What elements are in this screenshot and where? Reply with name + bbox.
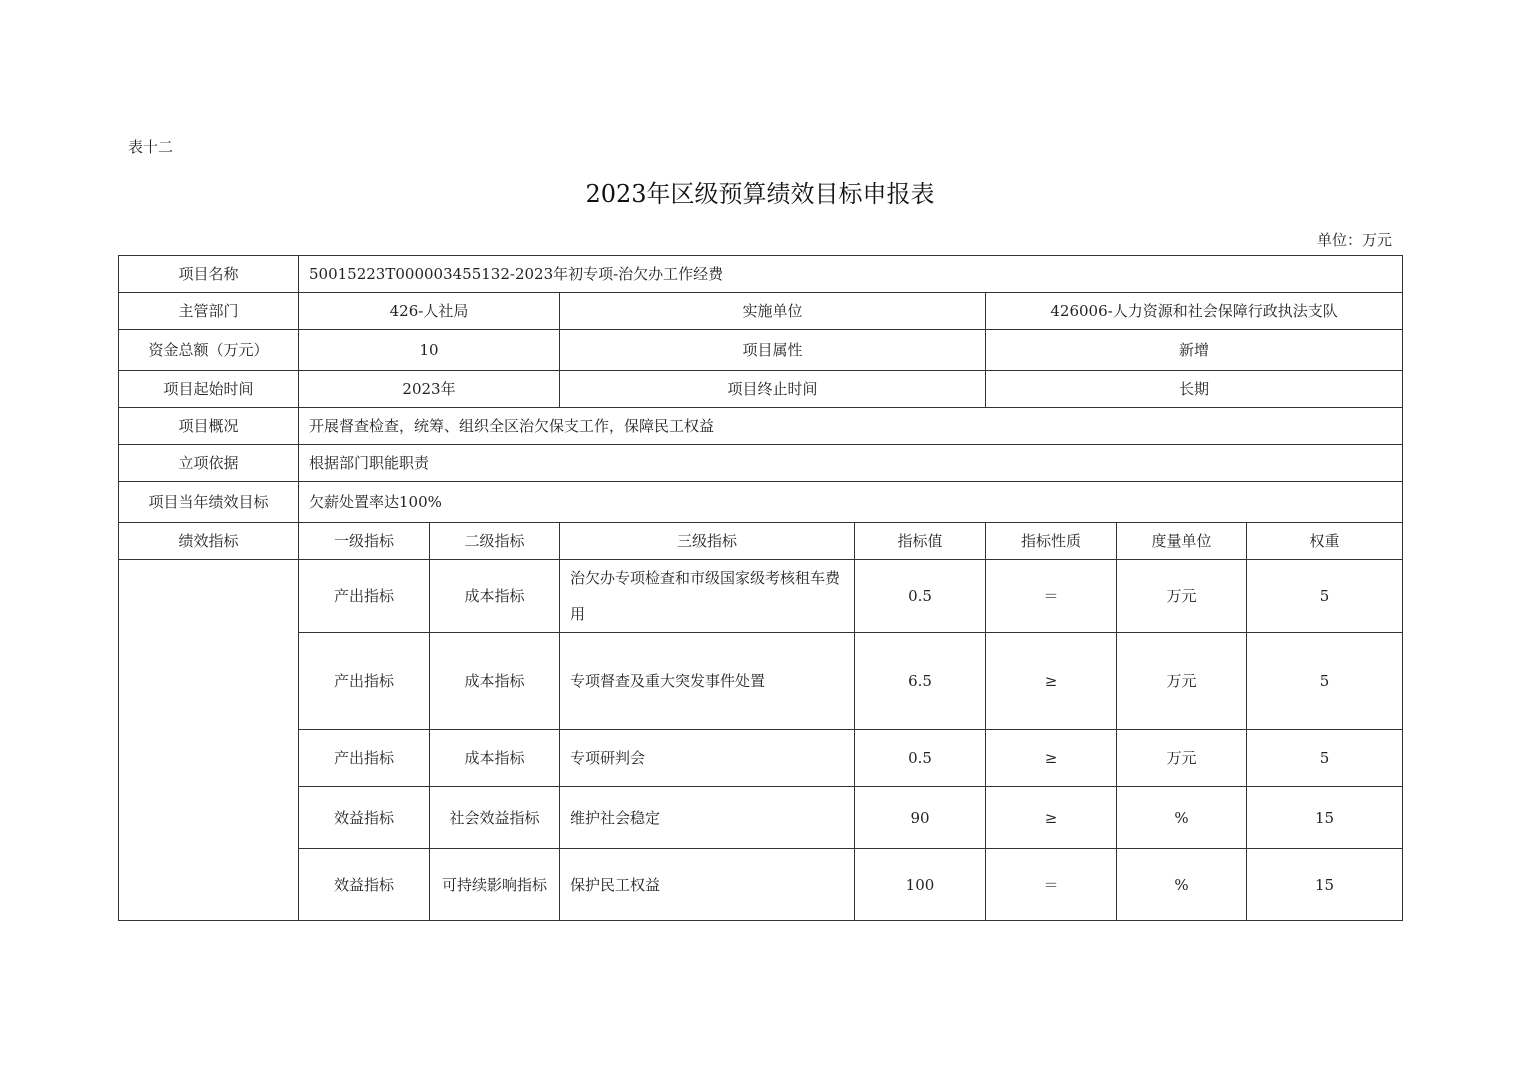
indicator-value: 90 bbox=[855, 787, 986, 849]
indicator-row bbox=[119, 560, 1403, 633]
project-name-label: 项目名称 bbox=[119, 256, 299, 293]
indicator-weight: 5 bbox=[1247, 633, 1403, 730]
indicator-level3: 治欠办专项检查和市级国家级考核租车费用 bbox=[560, 560, 855, 633]
indicator-unit: 万元 bbox=[1117, 730, 1247, 787]
indicator-level2: 成本指标 bbox=[430, 633, 560, 730]
indicator-unit: 万元 bbox=[1117, 560, 1247, 633]
indicator-header-row bbox=[119, 523, 1403, 560]
goal-value: 欠薪处置率达100% bbox=[299, 482, 1403, 523]
row-basis bbox=[119, 445, 1403, 482]
indicator-level3: 保护民工权益 bbox=[560, 849, 855, 921]
indicator-section-label: 绩效指标 bbox=[119, 523, 299, 560]
indicator-level1: 效益指标 bbox=[299, 849, 430, 921]
indicator-row bbox=[119, 849, 1403, 921]
start-label: 项目起始时间 bbox=[119, 371, 299, 408]
indicator-nature: ≥ bbox=[986, 787, 1117, 849]
end-value: 长期 bbox=[986, 371, 1403, 408]
attr-value: 新增 bbox=[986, 330, 1403, 371]
page-label: 表十二 bbox=[128, 138, 174, 156]
row-overview bbox=[119, 408, 1403, 445]
attr-label: 项目属性 bbox=[560, 330, 986, 371]
indicator-nature: ＝ bbox=[986, 849, 1117, 921]
row-goal bbox=[119, 482, 1403, 523]
indicator-weight: 15 bbox=[1247, 849, 1403, 921]
row-time bbox=[119, 371, 1403, 408]
header-nature: 指标性质 bbox=[986, 523, 1117, 560]
fund-value: 10 bbox=[299, 330, 560, 371]
indicator-row bbox=[119, 787, 1403, 849]
indicator-nature: ≥ bbox=[986, 730, 1117, 787]
indicator-level2: 成本指标 bbox=[430, 560, 560, 633]
unit-label: 单位：万元 bbox=[1316, 231, 1392, 249]
impl-unit-value: 426006-人力资源和社会保障行政执法支队 bbox=[986, 293, 1403, 330]
indicator-row bbox=[119, 633, 1403, 730]
header-level3: 三级指标 bbox=[560, 523, 855, 560]
indicator-level2: 成本指标 bbox=[430, 730, 560, 787]
indicator-level1: 产出指标 bbox=[299, 633, 430, 730]
header-weight: 权重 bbox=[1247, 523, 1403, 560]
row-dept bbox=[119, 293, 1403, 330]
indicator-row bbox=[119, 730, 1403, 787]
document-title: 2023年区级预算绩效目标申报表 bbox=[585, 180, 935, 208]
indicator-level3: 专项督查及重大突发事件处置 bbox=[560, 633, 855, 730]
indicator-unit: 万元 bbox=[1117, 633, 1247, 730]
goal-label: 项目当年绩效目标 bbox=[119, 482, 299, 523]
indicator-value: 6.5 bbox=[855, 633, 986, 730]
row-fund bbox=[119, 330, 1403, 371]
indicator-weight: 5 bbox=[1247, 730, 1403, 787]
header-level1: 一级指标 bbox=[299, 523, 430, 560]
indicator-value: 100 bbox=[855, 849, 986, 921]
dept-label: 主管部门 bbox=[119, 293, 299, 330]
performance-target-table bbox=[118, 255, 1403, 921]
indicator-weight: 15 bbox=[1247, 787, 1403, 849]
indicator-value: 0.5 bbox=[855, 730, 986, 787]
indicator-blank-cell bbox=[119, 560, 299, 921]
end-label: 项目终止时间 bbox=[560, 371, 986, 408]
indicator-unit: % bbox=[1117, 787, 1247, 849]
project-name-value: 50015223T000003455132-2023年初专项-治欠办工作经费 bbox=[299, 256, 1403, 293]
indicator-value: 0.5 bbox=[855, 560, 986, 633]
indicator-level1: 产出指标 bbox=[299, 730, 430, 787]
basis-value: 根据部门职能职责 bbox=[299, 445, 1403, 482]
impl-unit-label: 实施单位 bbox=[560, 293, 986, 330]
header-level2: 二级指标 bbox=[430, 523, 560, 560]
indicator-nature: ＝ bbox=[986, 560, 1117, 633]
dept-value: 426-人社局 bbox=[299, 293, 560, 330]
indicator-level2: 社会效益指标 bbox=[430, 787, 560, 849]
indicator-level2: 可持续影响指标 bbox=[430, 849, 560, 921]
basis-label: 立项依据 bbox=[119, 445, 299, 482]
fund-label: 资金总额（万元） bbox=[119, 330, 299, 371]
indicator-level1: 效益指标 bbox=[299, 787, 430, 849]
indicator-weight: 5 bbox=[1247, 560, 1403, 633]
indicator-level3: 维护社会稳定 bbox=[560, 787, 855, 849]
header-unit: 度量单位 bbox=[1117, 523, 1247, 560]
overview-label: 项目概况 bbox=[119, 408, 299, 445]
indicator-unit: % bbox=[1117, 849, 1247, 921]
indicator-nature: ≥ bbox=[986, 633, 1117, 730]
row-project-name bbox=[119, 256, 1403, 293]
header-value: 指标值 bbox=[855, 523, 986, 560]
start-value: 2023年 bbox=[299, 371, 560, 408]
overview-value: 开展督查检查，统筹、组织全区治欠保支工作，保障民工权益 bbox=[299, 408, 1403, 445]
indicator-level1: 产出指标 bbox=[299, 560, 430, 633]
indicator-level3: 专项研判会 bbox=[560, 730, 855, 787]
